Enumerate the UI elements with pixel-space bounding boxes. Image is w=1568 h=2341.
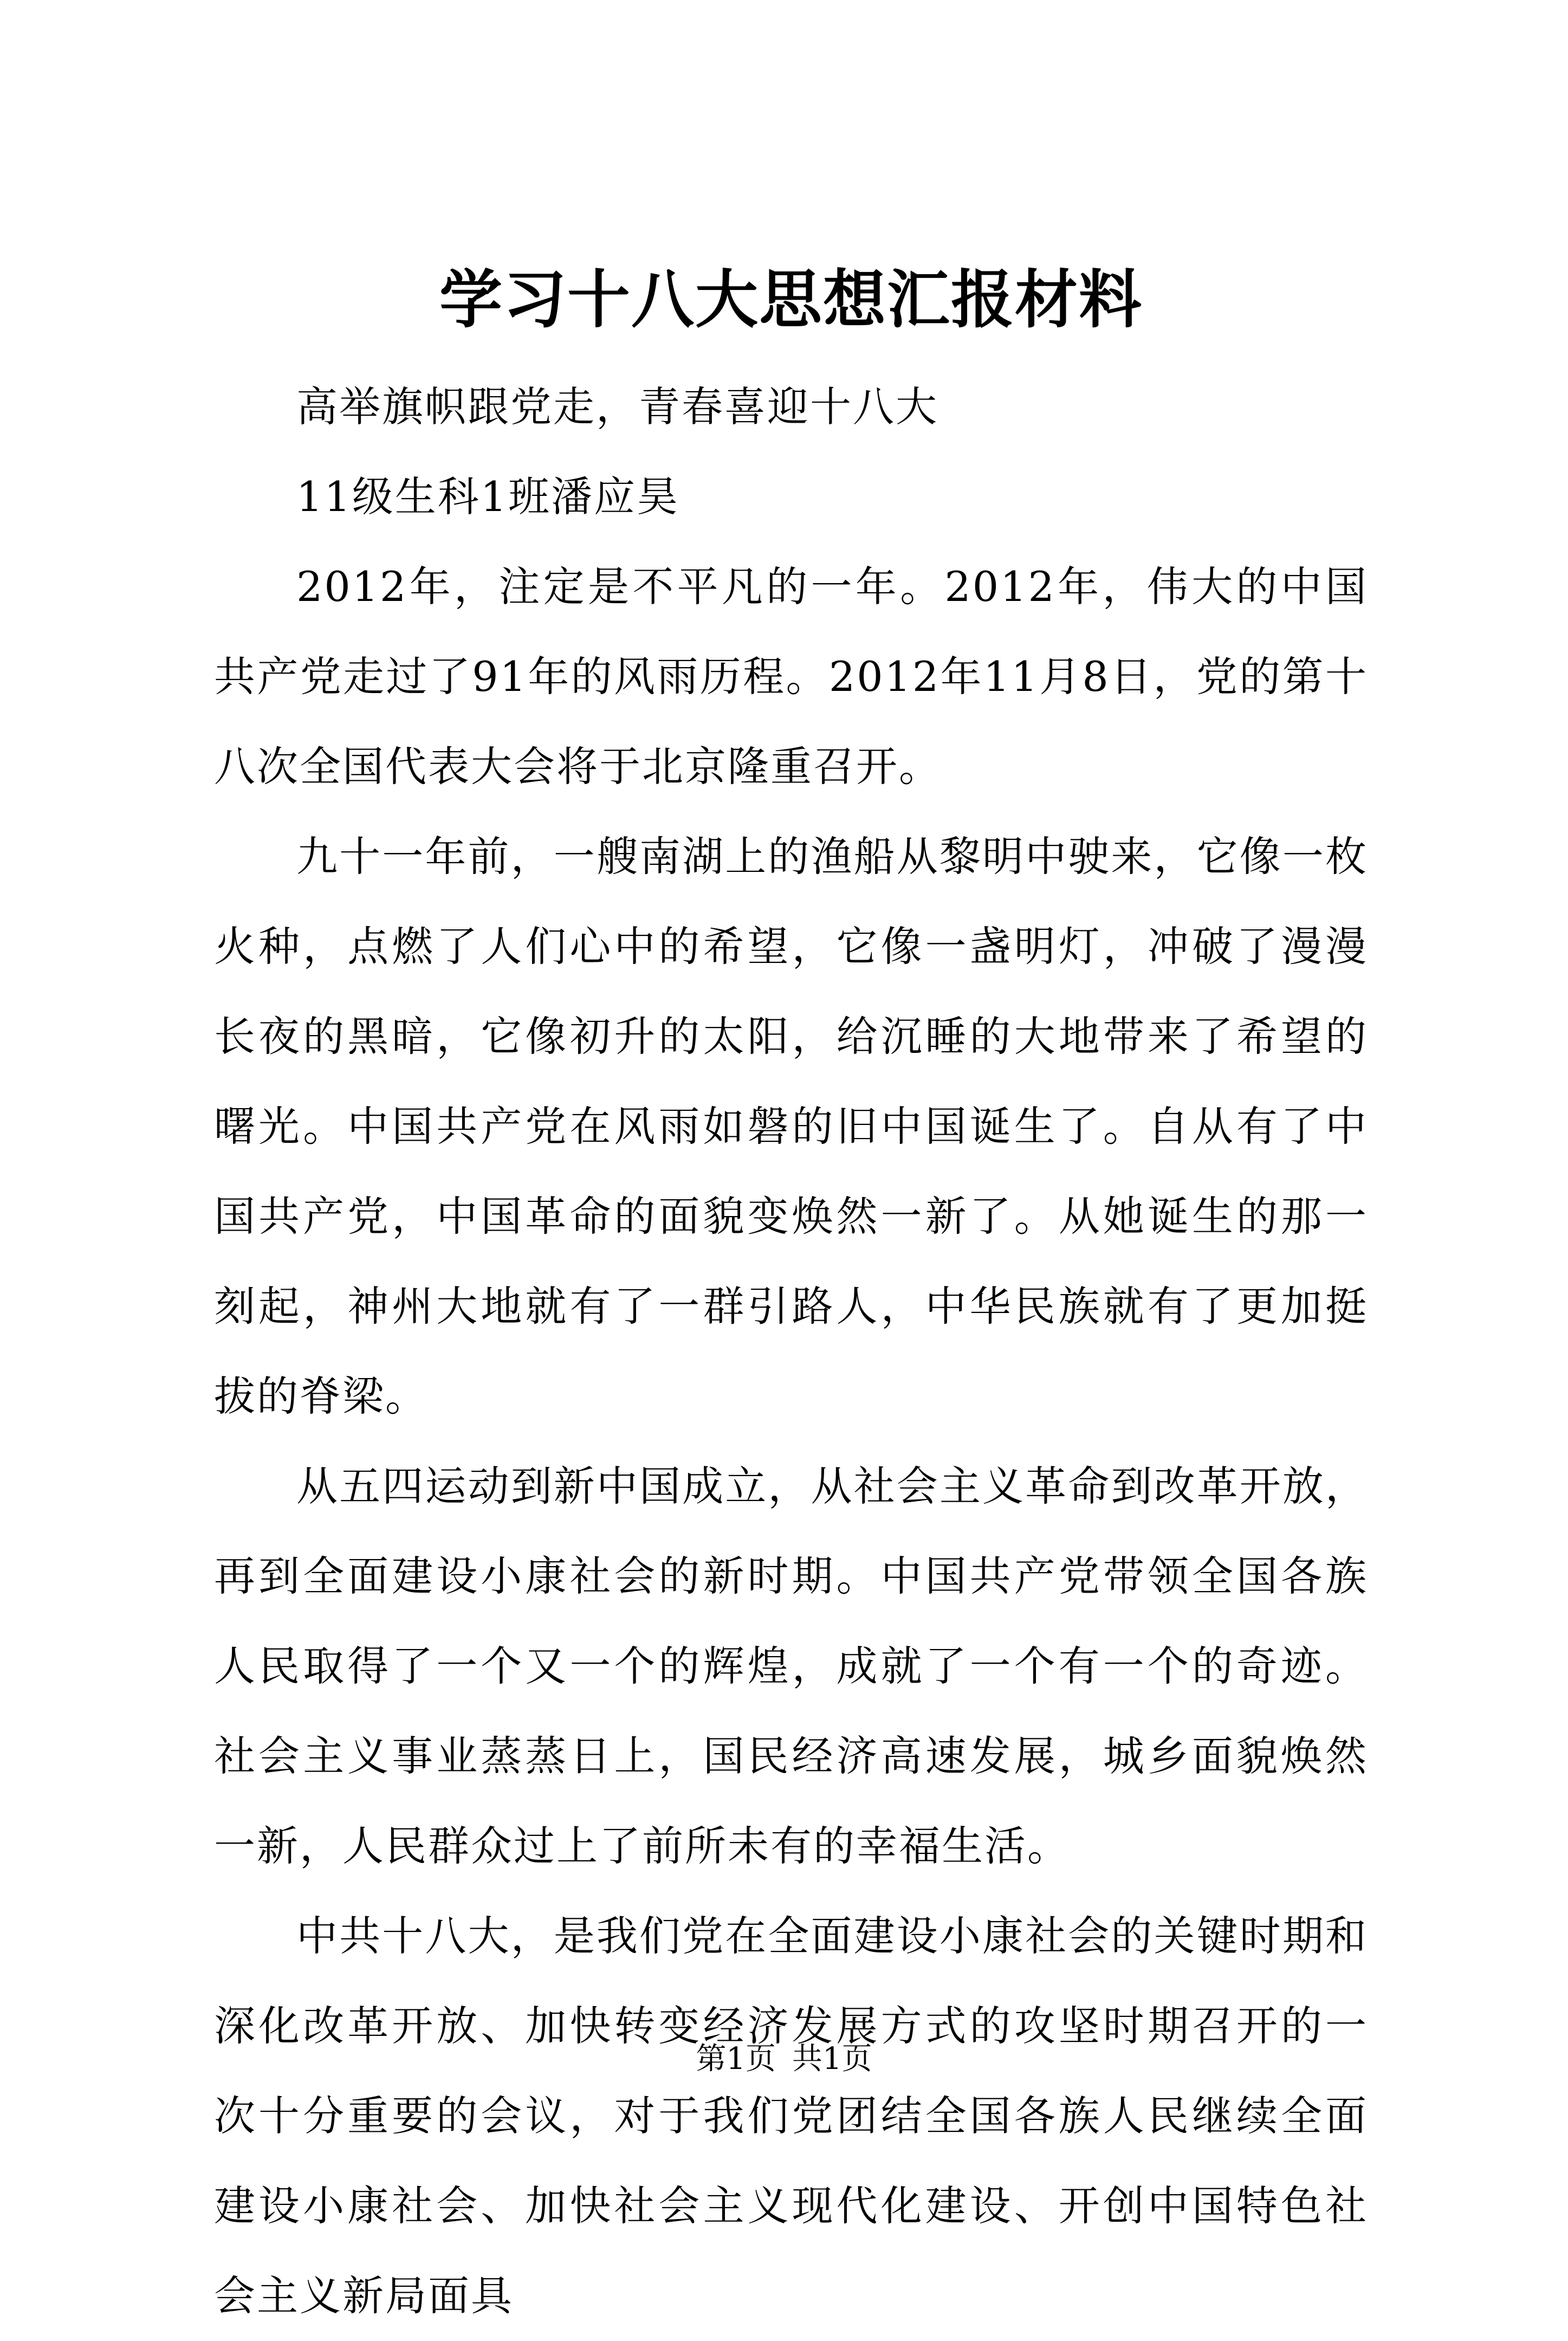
body-paragraph: 2012年，注定是不平凡的一年。2012年，伟大的中国共产党走过了91年的风雨历程。2012年11月8日，党的第十八次全国代表大会将于北京隆重召开。 bbox=[214, 562, 1368, 791]
body-paragraph: 九十一年前，一艘南湖上的渔船从黎明中驶来，它像一枚火种，点燃了人们心中的希望，它像一盏明灯，冲破了漫漫长夜的黑暗，它像初升的太阳，给沉睡的大地带来了希望的曙光。中国共产党在风雨如磐的旧中国诞生了。自从有了中国共产党，中国革命的面貌变焕然一新了。从她诞生的那一刻起，神州大地就有了一群引路人，中华民族就有了更加挺拔的脊梁。 bbox=[214, 832, 1368, 1420]
page-number: 第1页 bbox=[696, 2041, 776, 2077]
body-paragraph: 从五四运动到新中国成立，从社会主义革命到改革开放，再到全面建设小康社会的新时期。中国共产党带领全国各族人民取得了一个又一个的辉煌，成就了一个有一个的奇迹。社会主义事业蒸蒸日上，国民经济高速发展，城乡面貌焕然一新，人民群众过上了前所未有的幸福生活。 bbox=[214, 1462, 1368, 1870]
document-subtitle: 高举旗帜跟党走，青春喜迎十八大 bbox=[296, 383, 938, 431]
page-total: 共1页 bbox=[792, 2041, 872, 2077]
author-line: 11级生科1班潘应昊 bbox=[296, 473, 680, 521]
body-paragraph: 中共十八大，是我们党在全面建设小康社会的关键时期和深化改革开放、加快转变经济发展方式的攻坚时期召开的一次十分重要的会议，对于我们党团结全国各族人民继续全面建设小康社会、加快社会主义现代化建设、开创中国特色社会主义新局面具 bbox=[214, 1912, 1368, 2320]
document-title: 学习十八大思想汇报材料 bbox=[439, 263, 1143, 337]
page-footer bbox=[0, 2038, 1568, 2081]
document-body bbox=[214, 259, 1368, 2341]
